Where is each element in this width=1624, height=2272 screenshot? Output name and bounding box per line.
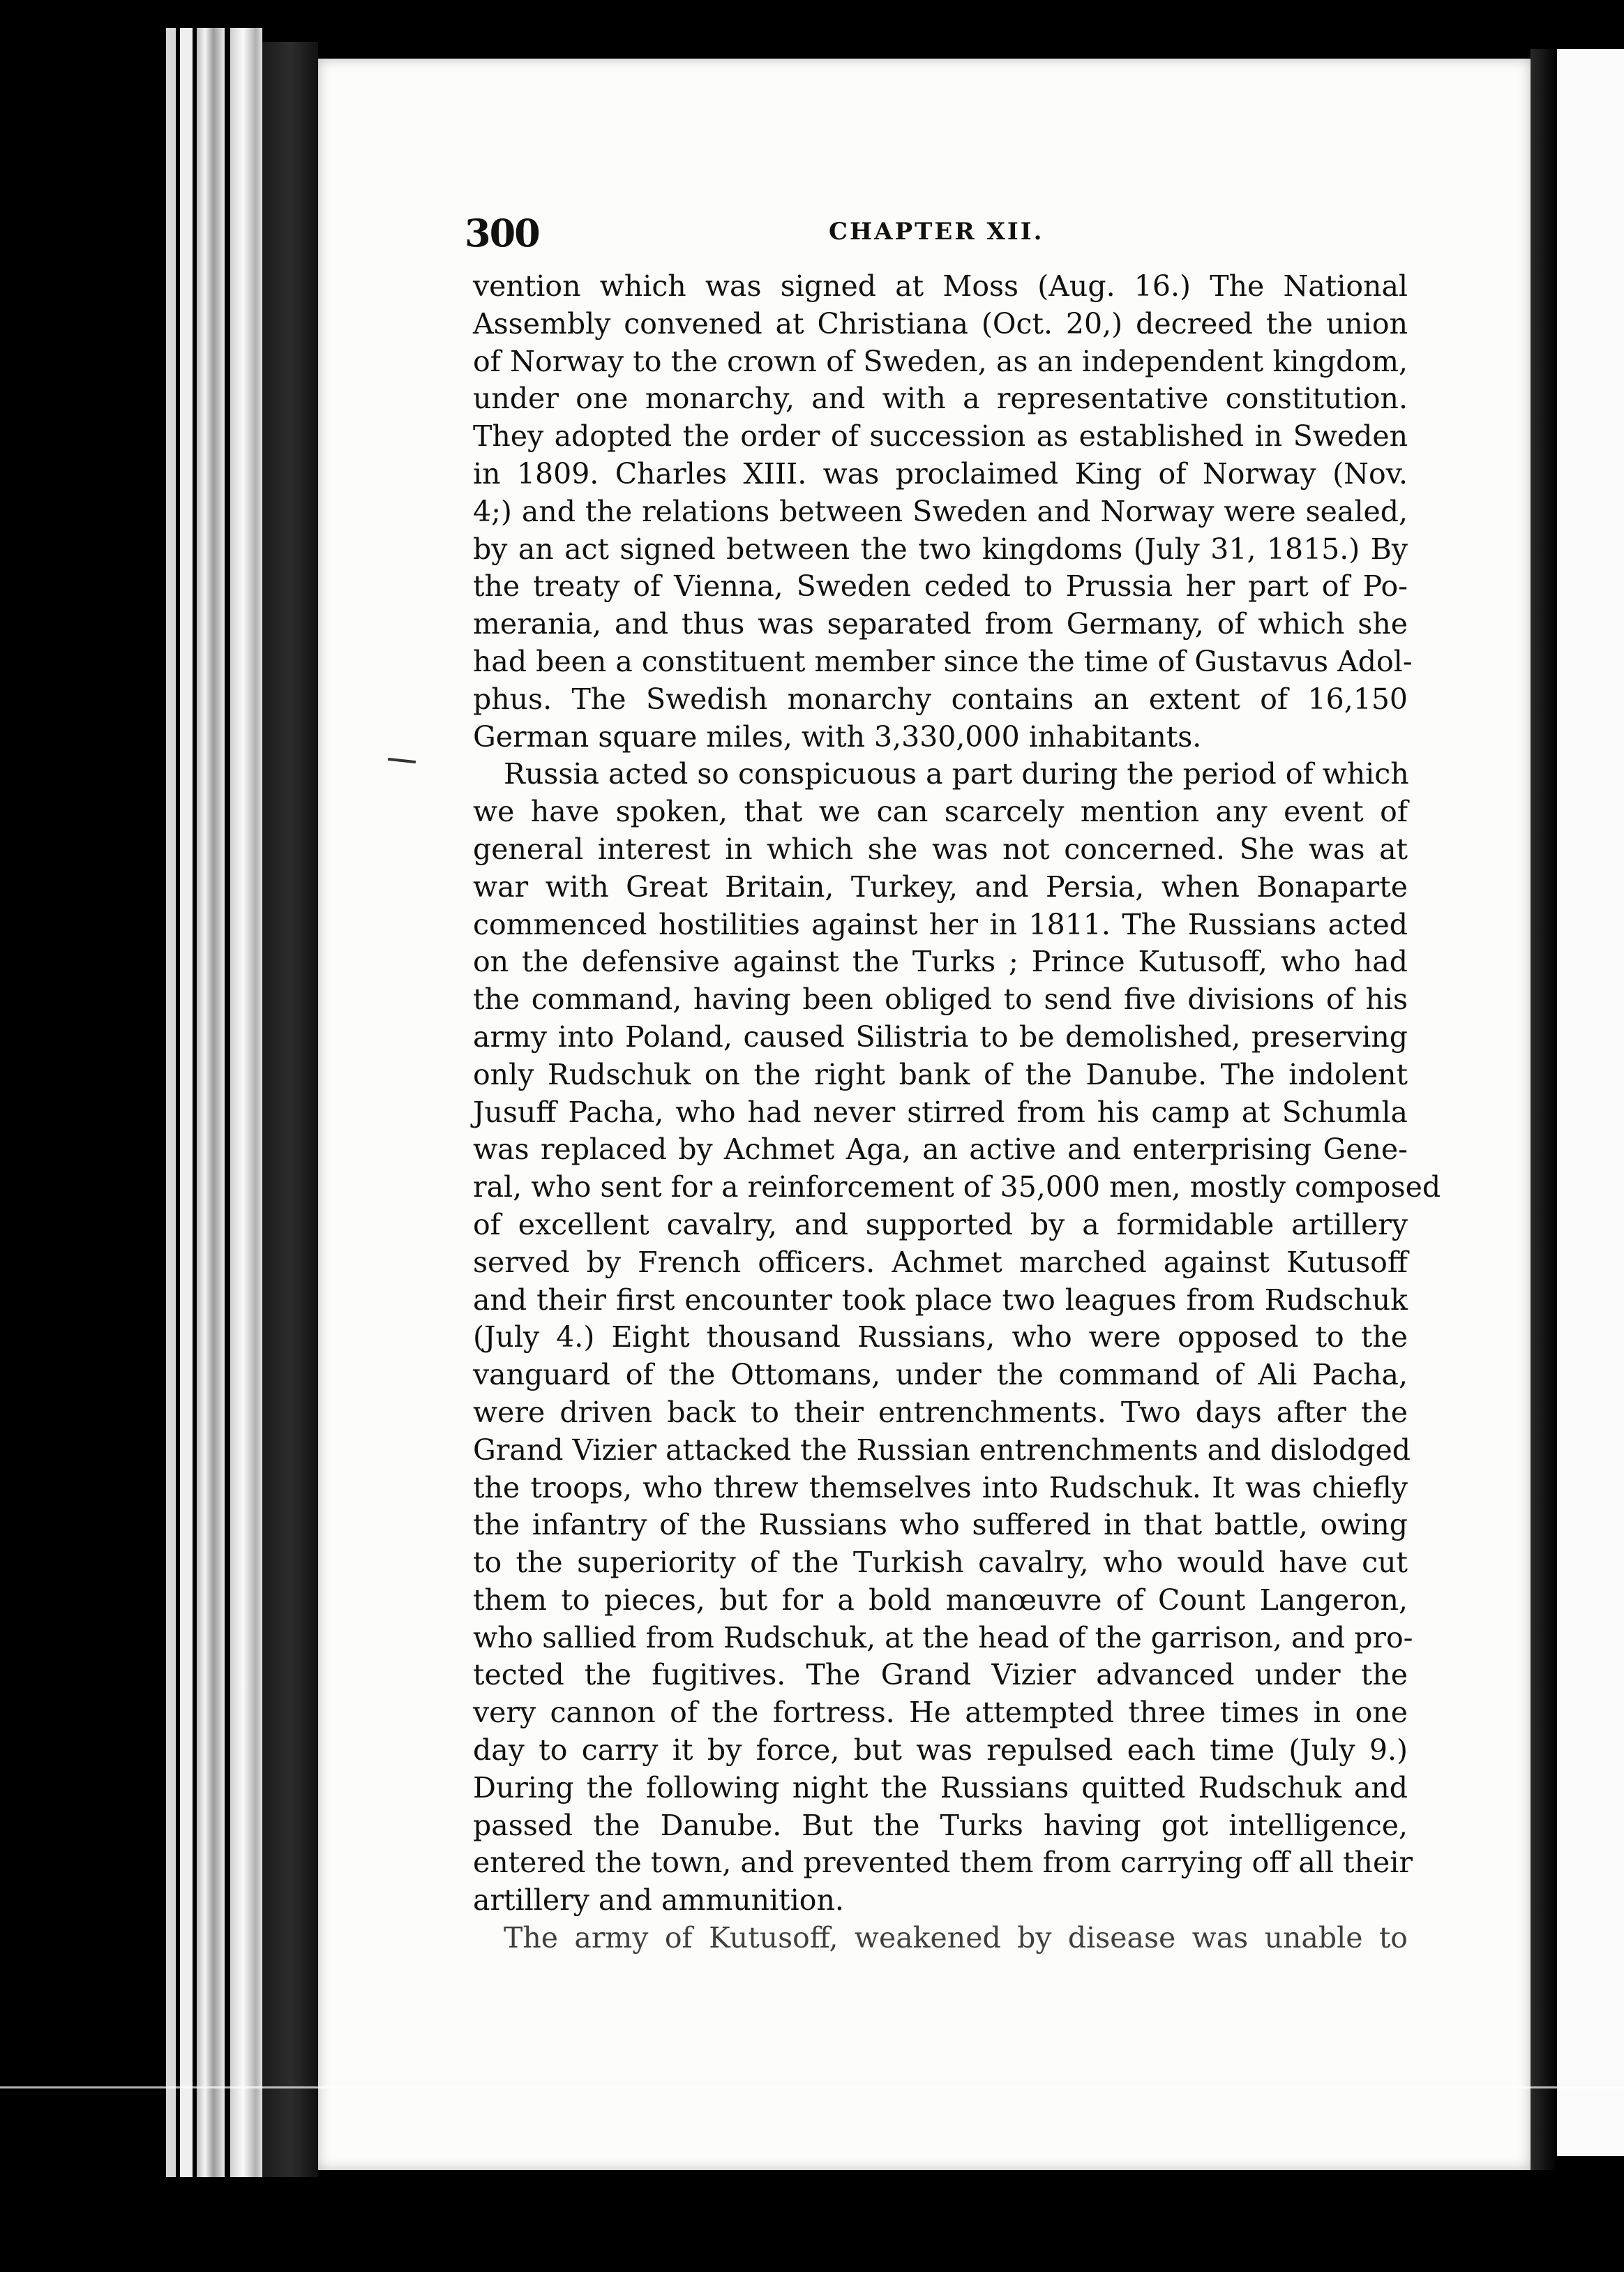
text-line: of Norway to the crown of Sweden, as an independent kingdom, — [473, 344, 1408, 378]
text-line: the command, having been obliged to send five divisions of his — [473, 982, 1408, 1017]
body-text — [473, 268, 1441, 1957]
text-line: passed the Danube. But the Turks having got intelligence, — [473, 1808, 1408, 1842]
text-line: the treaty of Vienna, Sweden ceded to Prussia her part of Po- — [473, 569, 1408, 604]
page-edge — [180, 28, 193, 2177]
text-line: artillery and ammunition. — [473, 1883, 844, 1918]
text-line: was replaced by Achmet Aga, an active and enterprising Gene- — [473, 1133, 1408, 1167]
text-line: had been a constituent member since the time of Gustavus Adol- — [473, 644, 1413, 678]
text-line: were driven back to their entrenchments. Two days after the — [473, 1395, 1408, 1429]
text-line: army into Poland, caused Silistria to be demolished, preserving — [473, 1019, 1408, 1054]
text-line: Assembly convened at Christiana (Oct. 20,) decreed the union — [473, 306, 1408, 341]
running-head: CHAPTER XII. — [829, 218, 1044, 246]
text-line: vention which was signed at Moss (Aug. 16.) The National — [473, 269, 1408, 303]
text-line: of excellent cavalry, and supported by a formidable artillery — [473, 1207, 1408, 1241]
text-line: German square miles, with 3,330,000 inhabitants. — [473, 719, 1202, 754]
text-line: Jusuff Pacha, who had never stirred from his camp at Schumla — [473, 1095, 1408, 1129]
text-line: tected the fugitives. The Grand Vizier advanced under the — [473, 1658, 1408, 1692]
text-line: to the superiority of the Turkish cavalry, who would have cut — [473, 1546, 1408, 1580]
text-line: merania, and thus was separated from Germany, of which she — [473, 607, 1408, 641]
text-line: Russia acted so conspicuous a part during the period of which — [504, 757, 1409, 791]
text-line: (July 4.) Eight thousand Russians, who were opposed to the — [473, 1320, 1408, 1354]
page-edge — [230, 28, 262, 2177]
text-line: under one monarchy, and with a representative constitution. — [473, 382, 1408, 416]
text-line: only Rudschuk on the right bank of the Danube. The indolent — [473, 1057, 1408, 1091]
text-line: day to carry it by force, but was repulsed each time (July 9.) — [473, 1733, 1408, 1767]
text-line: who sallied from Rudschuk, at the head of the garrison, and pro- — [473, 1620, 1413, 1654]
facing-page-edge — [1557, 49, 1624, 2156]
page-number: 300 — [465, 211, 539, 255]
text-line: the infantry of the Russians who suffered in that battle, owing — [473, 1508, 1408, 1542]
text-line: and their first encounter took place two leagues from Rudschuk — [473, 1283, 1408, 1317]
text-line: commenced hostilities against her in 1811. The Russians acted — [473, 907, 1408, 941]
page-header — [465, 211, 1399, 253]
page-edge — [166, 28, 176, 2177]
text-line: The army of Kutusoff, weakened by disease was unable to — [504, 1921, 1408, 1955]
text-line: served by French officers. Achmet marched against Kutusoff — [473, 1245, 1408, 1279]
text-line: entered the town, and prevented them from carrying off all their — [473, 1846, 1413, 1880]
text-line: the troops, who threw themselves into Rudschuk. It was chiefly — [473, 1470, 1408, 1504]
text-line: phus. The Swedish monarchy contains an extent of 16,150 — [473, 682, 1408, 716]
text-line: very cannon of the fortress. He attempted three times in one — [473, 1696, 1408, 1730]
text-line: ral, who sent for a reinforcement of 35,000 men, mostly composed — [473, 1170, 1441, 1204]
text-line: They adopted the order of succession as established in Sweden — [473, 419, 1408, 454]
text-line: on the defensive against the Turks ; Prince Kutusoff, who had — [473, 945, 1408, 979]
page-edge — [197, 28, 225, 2177]
text-line: we have spoken, that we can scarcely mention any event of — [473, 795, 1408, 829]
text-line: vanguard of the Ottomans, under the command of Ali Pacha, — [473, 1358, 1408, 1392]
binding-gutter — [262, 42, 318, 2177]
text-line: in 1809. Charles XIII. was proclaimed King of Norway (Nov. — [473, 456, 1408, 491]
text-line: by an act signed between the two kingdoms (July 31, 1815.) By — [473, 532, 1408, 566]
text-line: 4;) and the relations between Sweden and Norway were sealed, — [473, 494, 1408, 528]
book-page — [318, 59, 1531, 2170]
scan-streak — [0, 2086, 1624, 2088]
text-line: war with Great Britain, Turkey, and Persia, when Bonaparte — [473, 869, 1408, 904]
text-line: During the following night the Russians quitted Rudschuk and — [473, 1770, 1408, 1804]
text-line: general interest in which she was not concerned. She was at — [473, 832, 1408, 866]
binding-shadow — [1531, 49, 1557, 2170]
text-line: Grand Vizier attacked the Russian entrenchments and dislodged — [473, 1433, 1411, 1467]
text-line: them to pieces, but for a bold manœuvre of Count Langeron, — [473, 1583, 1408, 1617]
